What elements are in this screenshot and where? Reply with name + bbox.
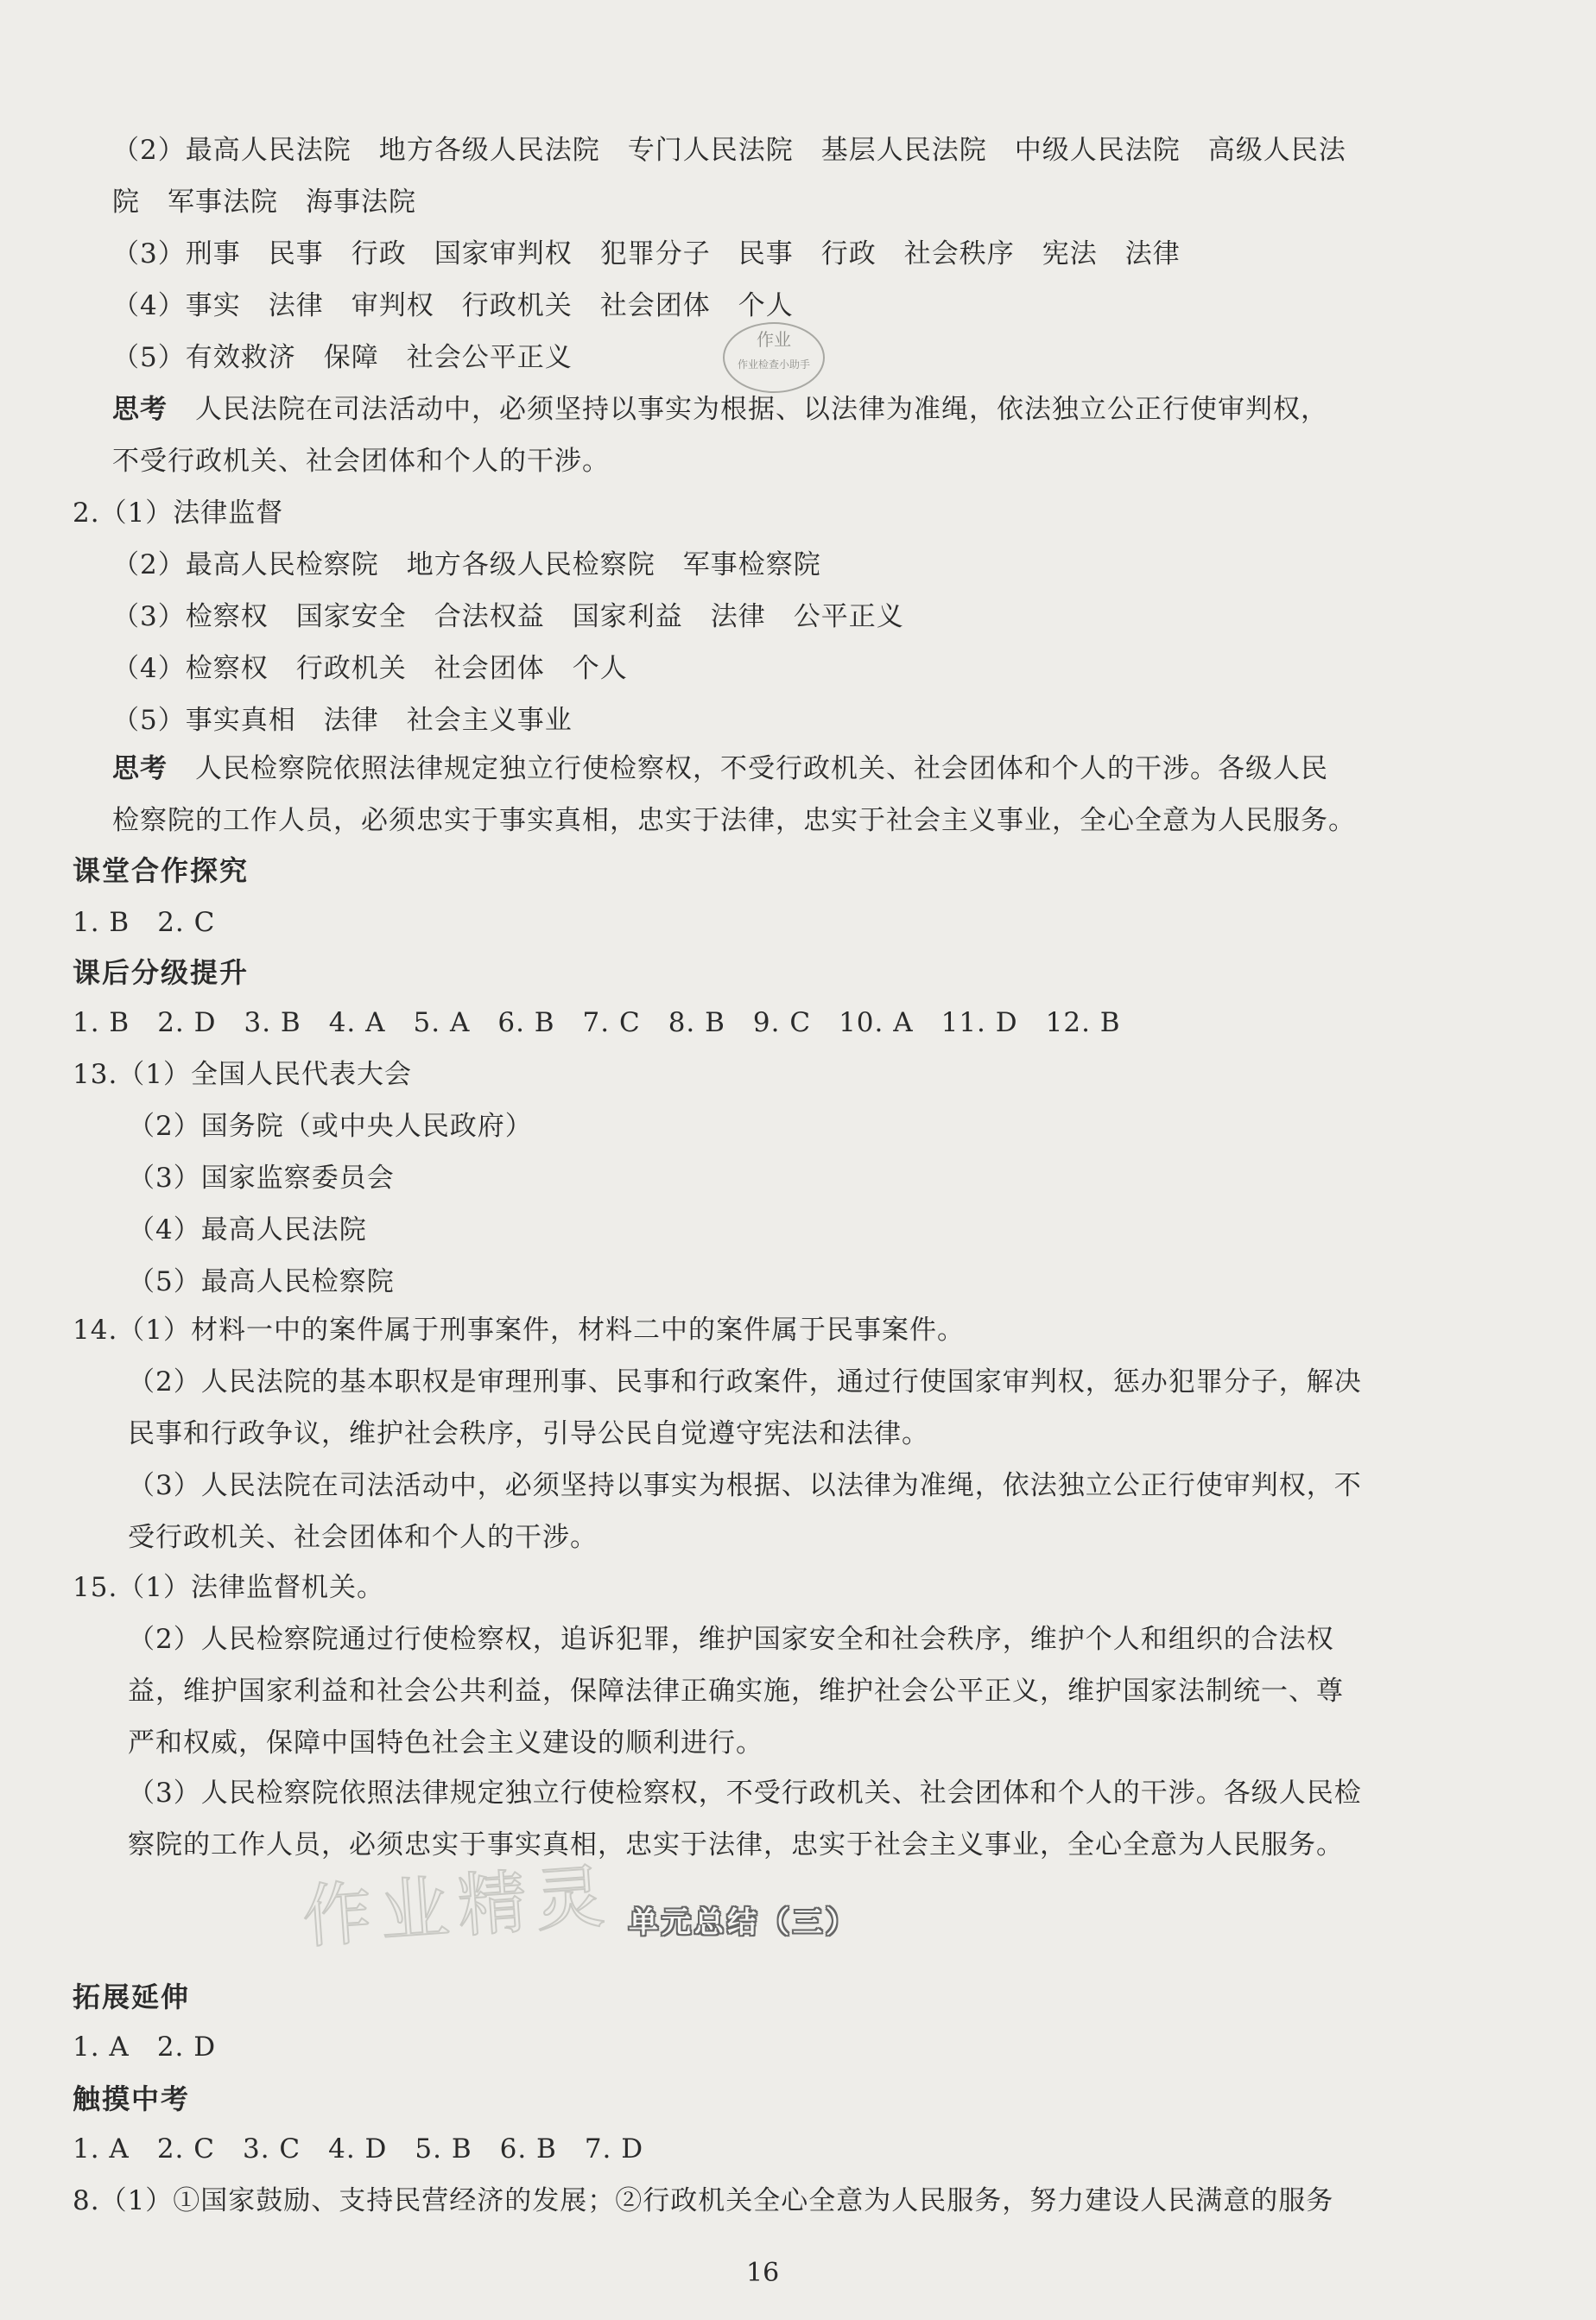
answer-line: （4）事实 法律 审判权 行政机关 社会团体 个人 <box>112 290 794 321</box>
answer-line: 察院的工作人员，必须忠实于事实真相，忠实于法律，忠实于社会主义事业，全心全意为人民服务。 <box>128 1829 1344 1860</box>
answer-line: （5）事实真相 法律 社会主义事业 <box>112 705 573 736</box>
answer-line: （5）最高人民检察院 <box>128 1266 395 1297</box>
question-line: 14.（1）材料一中的案件属于刑事案件，材料二中的案件属于民事案件。 <box>73 1315 966 1346</box>
answer-line: 1. A 2. D <box>73 2032 217 2063</box>
answer-line: 1. B 2. D 3. B 4. A 5. A 6. B 7. C 8. B 9. C 10. A 11. D 12. B <box>73 1007 1121 1038</box>
answer-line: 民事和行政争议，维护社会秩序，引导公民自觉遵守宪法和法律。 <box>128 1418 929 1449</box>
answer-line: （2）国务院（或中央人民政府） <box>128 1111 533 1142</box>
answer-line: （3）国家监察委员会 <box>128 1163 395 1194</box>
section-heading: 触摸中考 <box>73 2082 191 2115</box>
section-heading: 课堂合作探究 <box>73 854 250 887</box>
answer-line: 1. A 2. C 3. C 4. D 5. B 6. B 7. D <box>73 2133 644 2165</box>
think-line <box>112 751 1328 786</box>
section-heading: 拓展延伸 <box>73 1981 191 2013</box>
unit-title: 单元总结（三） <box>629 1905 858 1940</box>
answer-line: 1. B 2. C <box>73 907 216 938</box>
answer-line: （3）人民法院在司法活动中，必须坚持以事实为根据、以法律为准绳，依法独立公正行使审判权，不 <box>128 1470 1362 1501</box>
question-line: 2.（1）法律监督 <box>73 498 284 529</box>
stamp-logo <box>719 314 829 397</box>
answer-line: （5）有效救济 保障 社会公平正义 <box>112 342 573 373</box>
answer-line: （2）最高人民检察院 地方各级人民检察院 军事检察院 <box>112 549 821 580</box>
watermark: 作业精灵 <box>300 1855 616 1958</box>
question-line: 15.（1）法律监督机关。 <box>73 1572 385 1603</box>
answer-line: 检察院的工作人员，必须忠实于事实真相，忠实于法律，忠实于社会主义事业，全心全意为人民服务。 <box>112 805 1356 836</box>
think-line <box>112 392 1328 427</box>
answer-line: （2）人民检察院通过行使检察权，追诉犯罪，维护国家安全和社会秩序，维护个人和组织的合法权 <box>128 1624 1334 1655</box>
answer-line: 院 军事法院 海事法院 <box>112 187 416 218</box>
think-text: 人民检察院依照法律规定独立行使检察权，不受行政机关、社会团体和个人的干涉。各级人民 <box>195 753 1328 784</box>
question-line: 13.（1）全国人民代表大会 <box>73 1059 413 1090</box>
answer-line: 受行政机关、社会团体和个人的干涉。 <box>128 1522 598 1553</box>
answer-line: （4）最高人民法院 <box>128 1214 367 1246</box>
answer-line: 严和权威，保障中国特色社会主义建设的顺利进行。 <box>128 1727 763 1759</box>
stamp-bottom: 作业检查小助手 <box>737 358 811 371</box>
question-line: 8.（1）①国家鼓励、支持民营经济的发展；②行政机关全心全意为人民服务，努力建设人民满意的服务 <box>73 2185 1334 2216</box>
answer-line: 不受行政机关、社会团体和个人的干涉。 <box>112 446 610 477</box>
answer-line: （2）最高人民法院 地方各级人民法院 专门人民法院 基层人民法院 中级人民法院 高级人民法 <box>112 135 1346 166</box>
answer-line: （3）人民检察院依照法律规定独立行使检察权，不受行政机关、社会团体和个人的干涉。各级人民检 <box>128 1778 1362 1809</box>
answer-line: 益，维护国家利益和社会公共利益，保障法律正确实施，维护社会公平正义，维护国家法制统一、尊 <box>128 1676 1344 1707</box>
think-label: 思考 <box>112 394 168 425</box>
answer-line: （2）人民法院的基本职权是审理刑事、民事和行政案件，通过行使国家审判权，惩办犯罪分子，解决 <box>128 1366 1362 1398</box>
think-label: 思考 <box>112 753 168 784</box>
answer-line: （4）检察权 行政机关 社会团体 个人 <box>112 653 628 684</box>
section-heading: 课后分级提升 <box>73 956 250 989</box>
page-number: 16 <box>746 2258 780 2288</box>
stamp-top: 作业 <box>757 329 791 350</box>
answer-line: （3）检察权 国家安全 合法权益 国家利益 法律 公平正义 <box>112 601 904 632</box>
answer-line: （3）刑事 民事 行政 国家审判权 犯罪分子 民事 行政 社会秩序 宪法 法律 <box>112 238 1181 269</box>
think-text: 人民法院在司法活动中，必须坚持以事实为根据、以法律为准绳，依法独立公正行使审判权， <box>195 394 1328 425</box>
